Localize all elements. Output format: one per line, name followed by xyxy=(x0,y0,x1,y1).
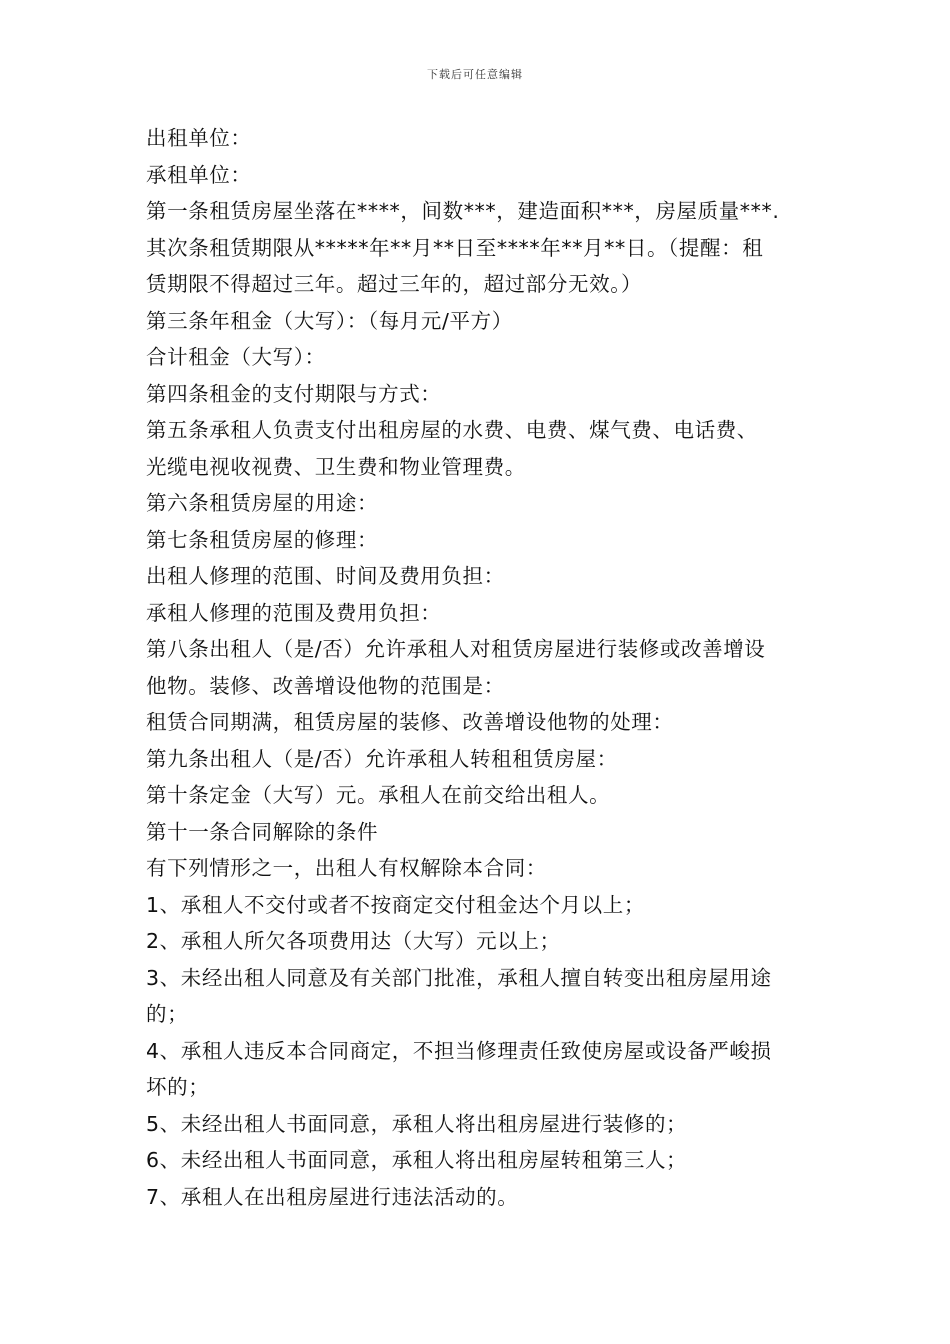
text-line: 第九条出租人（是/否）允许承租人转租租赁房屋： xyxy=(146,746,618,771)
text-line: 租赁合同期满，租赁房屋的装修、改善增设他物的处理： xyxy=(146,710,674,734)
contract-body xyxy=(146,120,816,1215)
text-line: 第七条租赁房屋的修理： xyxy=(146,527,379,552)
text-line: 4、承租人违反本合同商定，不担当修理责任致使房屋或设备严峻损 xyxy=(146,1038,772,1063)
text-line: 5、未经出租人书面同意，承租人将出租房屋进行装修的； xyxy=(146,1111,688,1136)
text-line: 2、承租人所欠各项费用达（大写）元以上； xyxy=(146,929,561,953)
text-line: 第十一条合同解除的条件 xyxy=(146,819,379,844)
text-line: 光缆电视收视费、卫生费和物业管理费。 xyxy=(146,454,526,479)
text-line: 第五条承租人负责支付出租房屋的水费、电费、煤气费、电话费、 xyxy=(146,418,758,442)
text-line: 赁期限不得超过三年。超过三年的，超过部分无效。） xyxy=(146,272,643,296)
text-line: 3、未经出租人同意及有关部门批准，承租人擅自转变出租房屋用途 xyxy=(146,965,772,990)
text-line: 第三条年租金（大写）：（每月元/平方） xyxy=(146,308,513,333)
text-line: 第六条租赁房屋的用途： xyxy=(146,491,379,515)
text-line: 合计租金（大写）： xyxy=(146,345,326,369)
text-line: 坏的； xyxy=(146,1075,210,1099)
text-line: 1、承租人不交付或者不按商定交付租金达个月以上； xyxy=(146,892,645,917)
text-line: 其次条租赁期限从*****年**月**日至****年**月**日。（提醒：租 xyxy=(146,235,764,260)
text-line: 第八条出租人（是/否）允许承租人对租赁房屋进行装修或改善增设 xyxy=(146,637,766,661)
text-line: 承租单位： xyxy=(146,162,252,187)
text-line: 出租单位： xyxy=(146,126,252,150)
text-line: 有下列情形之一，出租人有权解除本合同： xyxy=(146,856,547,880)
text-line: 他物。装修、改善增设他物的范围是： xyxy=(146,673,505,698)
text-line: 的； xyxy=(146,1002,189,1026)
text-line: 6、未经出租人书面同意，承租人将出租房屋转租第三人； xyxy=(146,1148,688,1172)
text-line: 第四条租金的支付期限与方式： xyxy=(146,381,442,406)
text-line: 第一条租赁房屋坐落在****，间数***，建造面积***，房屋质量***. xyxy=(146,199,780,223)
page-header: 下载后可任意编辑 xyxy=(427,68,523,81)
text-line: 承租人修理的范围及费用负担： xyxy=(146,600,442,625)
text-line: 第十条定金（大写）元。承租人在前交给出租人。 xyxy=(146,783,611,807)
text-line: 出租人修理的范围、时间及费用负担： xyxy=(146,564,505,588)
text-line: 7、承租人在出租房屋进行违法活动的。 xyxy=(146,1184,519,1209)
